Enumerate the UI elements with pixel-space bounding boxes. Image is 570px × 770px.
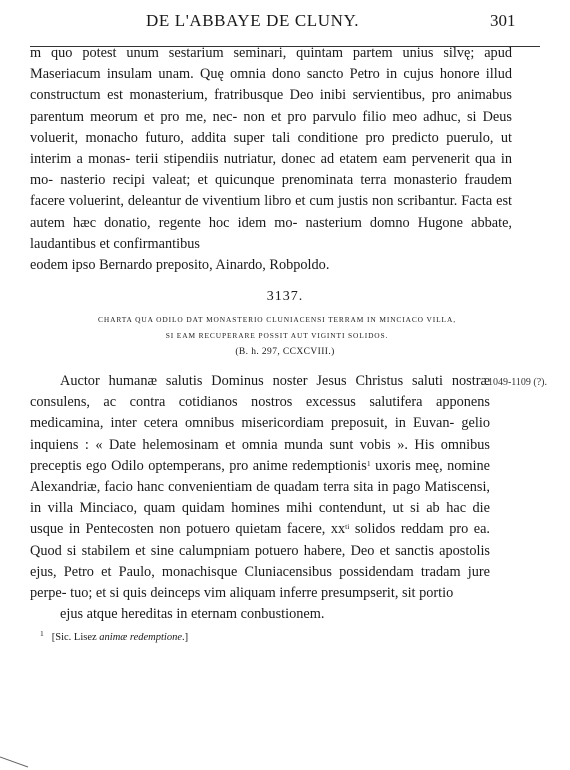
rubric-line: SI EAM RECUPERARE POSSIT AUT VIGINTI SOLIDOS. [165, 330, 389, 340]
passage-line: terii stipendiis nutriatur, donec ad etatem eam pervenerit qua in mo- [30, 151, 512, 189]
charter-line: mihi contendunt, ut si ab hac die usque in Pentecosten non potuero [30, 500, 491, 538]
charter-line: terra sita in pago Matiscensi, in villa Minciaco, quam quidam homines [30, 479, 490, 517]
passage-line: fraudem facere voluerint, deleantur de viventium libro et cum justis [30, 172, 512, 210]
passage-line: inibi servientibus, pro animabus parentum meorum et pro me, nec- [30, 87, 512, 125]
footnote-close: .] [182, 632, 189, 643]
charter-line: solidos reddam pro ea. Quod si stabilem et sine [30, 521, 491, 559]
charter-text [30, 371, 490, 625]
charter-line: tuo; et si quis deinceps vim aliquam inferre presumpserit, sit portio [70, 585, 454, 602]
footnote-correction: animæ redemptione [99, 632, 183, 643]
passage-line: nasterio recipi valeat; et quicunque prenominata terra monasterio [60, 172, 458, 189]
passage-line: m quo potest unum sestarium seminari, quintam partem unius silvę; [30, 45, 475, 61]
footnote-reference[interactable]: 1 [366, 458, 371, 468]
charter-number: 3137. [266, 289, 304, 304]
page-number: 301 [490, 11, 516, 30]
page-header [0, 11, 570, 37]
charter-line: Paulo, monachisque Cluniacensibus possidendam tradam jure perpe- [30, 563, 490, 602]
charter-line: consulens, ac contra cotidianos nostros excessus salutifera apponens [30, 394, 490, 411]
passage-line: cujus honore illud constructum est monasterium, fratribusque Deo [30, 66, 512, 104]
passage-line: non et pro parvulo filio meo adhuc, si Deus voluerit, monacho futuro, [30, 108, 512, 146]
passage-paragraph [30, 43, 512, 276]
passage-line: non scribantur. Facta est autem hæc donatio, regente hoc idem mo- [30, 193, 512, 231]
charter-line: calumpniam potuero habere, Deo et sanctis apostolis ejus, Petro et [30, 542, 490, 580]
rubric-line: CHARTA QUA ODILO DAT MONASTERIO CLUNIACENSI TERRAM IN MINCIACO VILLA, [98, 315, 456, 324]
charter-line: uxoris meę, nomine Alexandriæ, facio hanc convenientiam de quadam [30, 457, 490, 496]
source-reference: (B. h. 297, CCXCVIII.) [235, 347, 335, 357]
footnote-open: [Sic. Lisez [51, 632, 100, 643]
charter-line: gelio inquiens : « Date helemosinam et omnia munda sunt vobis ». His [30, 415, 490, 453]
charter-line: quietam facere, xx [235, 521, 346, 538]
charter-paragraph [30, 371, 490, 625]
numeral-superscript: ti [345, 522, 350, 532]
footnote-marker: 1 [40, 629, 44, 638]
passage-line: eodem ipso Bernardo preposito, Ainardo, Robpoldo. [30, 257, 330, 274]
footnote [40, 629, 188, 643]
charter-line: ejus atque hereditas in eternam conbustionem. [60, 606, 325, 623]
passage-line: apud Maseriacum insulam unam. Quę omnia dono sancto Petro in [30, 45, 512, 83]
charter-rubric [52, 312, 502, 343]
charter-line: omnibus preceptis ego Odilo optemperans, pro anime redemptionis [30, 436, 490, 474]
passage-line: nasterium domno Hugone abbate, laudantibus et confirmantibus [30, 214, 512, 252]
running-title: DE L'ABBAYE DE CLUNY. [146, 11, 360, 30]
scan-edge-mark [0, 754, 40, 768]
continued-passage [30, 43, 512, 276]
marginal-date: 1049-1109 (?). [487, 377, 547, 388]
charter-line: medicamina, inter cetera omnibus misericordiam preposuit, in Euvan- [30, 415, 455, 432]
passage-line: addita super tali conditione pro predicto puerulo, ut interim a monas- [30, 129, 512, 168]
charter-line: Auctor humanæ salutis Dominus noster Jesus Christus saluti nostræ [60, 373, 490, 389]
